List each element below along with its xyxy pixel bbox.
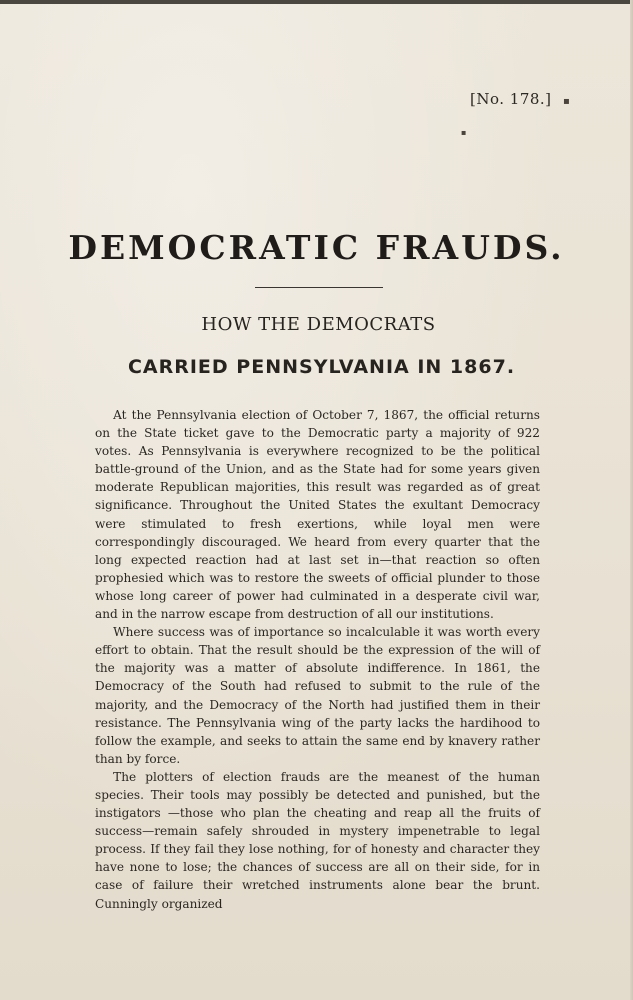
page-top-edge [0,0,633,4]
paragraph-3: The plotters of election frauds are the meanest of the human species. Their tools may possibly be detected and punished, but the instigators —those who plan the cheating and reap all the fruits of success—remain safely shrouded in mystery impenetrable to legal process. If they fail they lose nothing, for of honesty and character they have none to lose; the chances of success are all on their side, for in case of failure their wretched instruments alone bear the brunt. Cunningly organized [95,769,540,911]
article-body [95,406,540,913]
document-number: [No. 178.] [470,90,552,108]
subtitle-line-1: HOW THE DEMOCRATS [201,314,436,335]
document-title: DEMOCRATIC FRAUDS. [68,228,565,267]
subtitle-line-2: CARRIED PENNSYLVANIA IN 1867. [127,356,516,378]
ink-speck: ▪ [563,96,570,107]
paragraph-2: Where success was of importance so incalculable it was worth every effort to obtain. That the result should be the expression of the will of the majority was a matter of absolute indifference. In 1861, the Democracy of the South had refused to submit to the rule of the majority, and the Democracy of the North had justified them in their resistance. The Pennsylvania wing of the party lacks the hardihood to follow the example, and seeks to attain the same end by knavery rather than by force. [95,625,540,766]
title-divider [255,287,383,288]
paragraph-1: At the Pennsylvania election of October 7, 1867, the official returns on the State ticket gave to the Democratic party a majority of 922 votes. As Pennsylvania is everywhere recognized to be the political battle-ground of the Union, and as the State had for some years given moderate Republican majorities, this result was regarded as of great significance. Throughout the United States the exultant Democracy were stimulated to fresh exertions, while loyal men were correspondingly discouraged. We heard from every quarter that the long expected reaction had at last set in—that reaction so often prophesied which was to restore the sweets of official plunder to those whose long career of power had culminated in a desperate civil war, and in the narrow escape from destruction of all our institutions. [95,408,540,622]
ink-speck: ▪ [461,128,467,137]
